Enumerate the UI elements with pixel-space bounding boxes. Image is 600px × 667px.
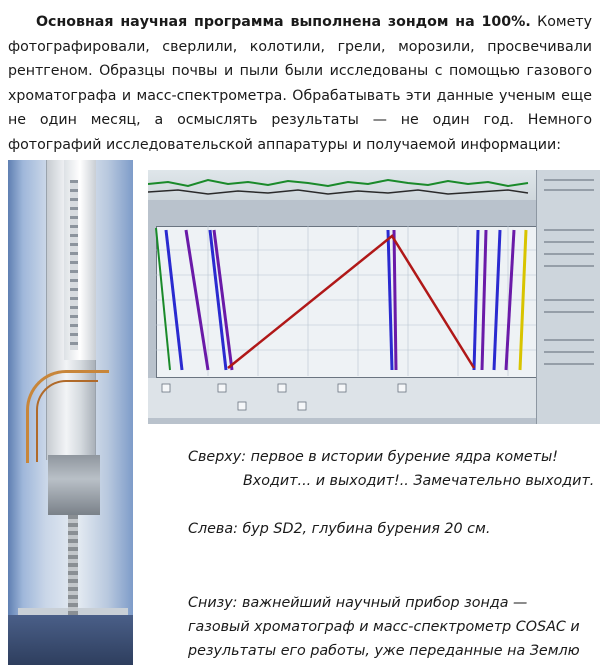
drill-photo [8, 160, 133, 665]
caption-bottom-line1: Снизу: важнейший научный прибор зонда — [188, 595, 528, 611]
intro-text: Комету фотографировали, сверлили, колотили, грели, морозили, просвечивали рентгеном. Образцы почвы и пыли были исследованы с помощью газового хроматографа и масс-спектрометра. Обрабатывать эти данные ученым еще не один месяц, а осмыслять результаты — не один год. Немного фотографий исследовательской аппаратуры и получаемой информации: [8, 14, 593, 153]
caption-bottom-line2: газовый хроматограф и масс-спектрометр COSAC и [188, 619, 580, 635]
caption-bottom-line3: результаты его работы, уже переданные на Землю [188, 643, 580, 659]
caption-bottom [188, 591, 580, 663]
chromatograph-screen-photo [148, 170, 600, 424]
caption-left: Слева: бур SD2, глубина бурения 20 см. [188, 521, 491, 537]
caption-top-line1: Сверху: первое в истории бурение ядра кометы! [188, 449, 559, 465]
intro-bold-lead: Основная научная программа выполнена зондом на 100%. [36, 14, 531, 30]
caption-top-line2: Входит... и выходит!.. Замечательно выходит. [243, 473, 595, 489]
intro-paragraph [8, 10, 592, 157]
